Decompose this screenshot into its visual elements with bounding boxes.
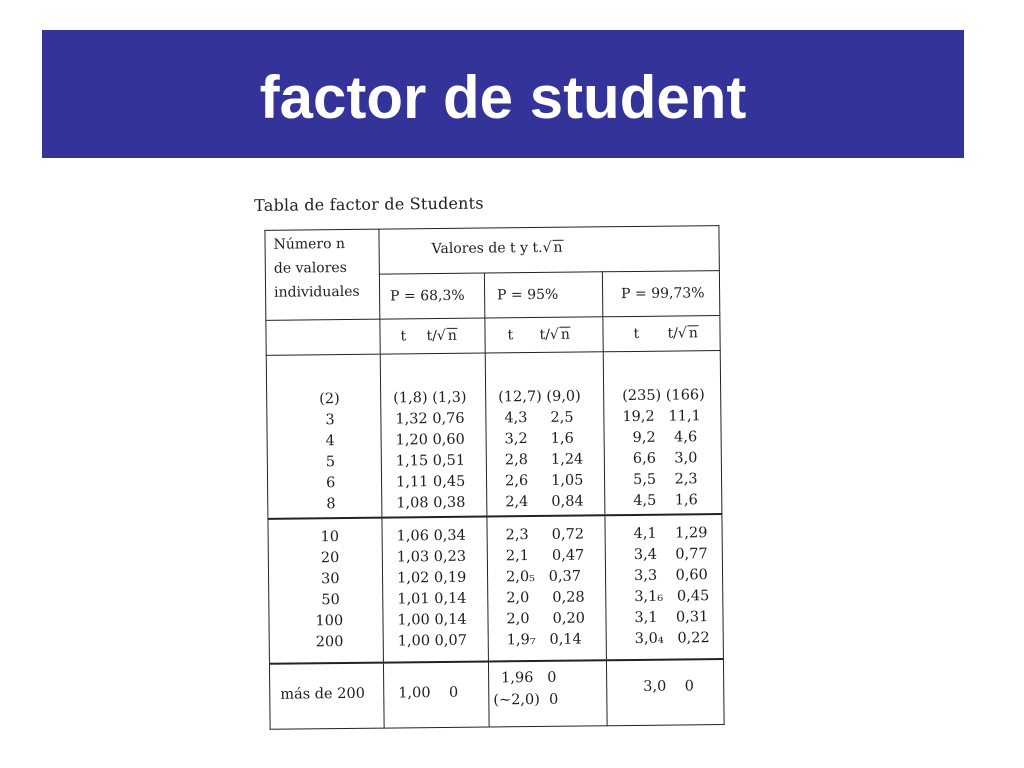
value-pair: 9,2 4,6	[632, 429, 698, 446]
value-pair: 19,2 11,1	[622, 408, 701, 426]
sub-t-over-sqrt-n	[539, 327, 570, 343]
header-n-line-2: de valores	[273, 259, 347, 277]
sub-t: t	[507, 327, 514, 344]
value-pair: 2,3 0,72	[505, 526, 585, 544]
header-sub-p9973	[603, 316, 720, 352]
n-value: 4	[325, 433, 335, 450]
p-level-label: P = 99,73%	[621, 285, 705, 303]
block-c-p9973	[606, 659, 724, 726]
p-level-label: P = 68,3%	[390, 287, 465, 305]
value-pair: 3,4 0,77	[633, 546, 708, 563]
slide-title: factor de student	[259, 64, 747, 131]
value-pair: 2,0₅ 0,37	[505, 568, 582, 586]
scanned-table-figure	[248, 185, 744, 735]
header-sub-p95	[485, 317, 603, 353]
value-pair: (1,8) (1,3)	[393, 389, 467, 407]
n-value: 50	[321, 592, 340, 609]
p-level-label: P = 95%	[497, 286, 559, 304]
value-pair: 1,00 0,14	[397, 611, 467, 629]
n-value: más de 200	[280, 685, 365, 703]
header-sub-empty	[266, 319, 380, 355]
n-value: 5	[325, 454, 336, 471]
value-pair: 1,02 0,19	[396, 569, 467, 587]
value-pair: 1,9₇ 0,14	[506, 631, 582, 649]
table-caption: Tabla de factor de Students	[254, 193, 484, 215]
sub-sqrt-n: n	[688, 325, 698, 342]
block-a-p95	[485, 352, 605, 517]
n-value: 10	[320, 529, 340, 546]
value-pair: 3,2 1,6	[504, 430, 574, 448]
value-pair: (235) (166)	[622, 387, 705, 405]
value-pair: 1,20 0,60	[395, 431, 465, 449]
value-pair: 2,0 0,20	[506, 610, 585, 628]
value-pair: 3,1₆ 0,45	[634, 588, 710, 605]
value-pair: 1,96 0	[501, 669, 557, 687]
value-pair: 1,01 0,14	[397, 590, 467, 608]
header-p95	[484, 272, 602, 318]
value-pair: 3,1 0,31	[634, 609, 709, 626]
header-n-cell	[265, 229, 380, 320]
value-pair: 1,32 0,76	[395, 410, 465, 428]
header-sub-p68	[380, 318, 485, 354]
value-pair: 1,06 0,34	[396, 527, 466, 545]
block-a-p9973	[603, 351, 722, 516]
header-n-line-1: Número n	[273, 235, 346, 253]
block-b-p9973	[605, 514, 724, 660]
sub-t-slash: t/	[426, 328, 437, 345]
n-value: 8	[326, 496, 336, 513]
value-pair: 5,5 2,3	[632, 471, 698, 488]
n-value: 30	[320, 571, 340, 588]
value-pair: 4,5 1,6	[633, 492, 698, 509]
n-value: 100	[315, 613, 344, 630]
header-values-cell	[379, 226, 719, 275]
value-pair: 3,3 0,60	[633, 567, 708, 584]
sub-t: t	[633, 325, 640, 342]
header-values-text: Valores de t y t.	[431, 239, 543, 258]
block-c-p95	[488, 660, 607, 727]
title-banner	[42, 30, 964, 158]
header-n-line-3: individuales	[273, 283, 360, 301]
value-pair: 4,3 2,5	[504, 409, 574, 427]
sqrt-sign-icon: √	[436, 327, 446, 345]
header-p9973	[602, 271, 719, 317]
block-c-p68	[383, 662, 489, 729]
sub-t: t	[400, 328, 407, 345]
value-pair: 4,1 1,29	[633, 525, 708, 542]
value-pair: 1,00 0,07	[397, 632, 468, 650]
value-pair: 2,0 0,28	[506, 589, 585, 607]
value-pair: 6,6 3,0	[632, 450, 698, 467]
sqrt-sign-icon: √	[677, 325, 687, 342]
n-value: 200	[315, 634, 344, 651]
header-values-label	[432, 240, 564, 257]
value-pair: 3,0 0	[643, 678, 695, 695]
student-factor-table	[264, 225, 724, 730]
value-pair: 1,11 0,45	[395, 473, 466, 491]
n-value: (2)	[319, 391, 340, 408]
value-pair: 1,00 0	[398, 684, 459, 702]
sub-t-slash: t/	[667, 325, 678, 342]
value-pair: (12,7) (9,0)	[498, 388, 581, 406]
sub-sqrt-n: n	[447, 327, 457, 344]
value-pair: 1,03 0,23	[396, 548, 467, 566]
sub-sqrt-n: n	[560, 326, 570, 343]
block-c-n	[269, 663, 384, 730]
value-pair: 1,08 0,38	[396, 494, 466, 512]
value-pair: 2,8 1,24	[504, 451, 584, 469]
sub-t-over-sqrt-n	[667, 325, 698, 341]
block-b-n	[268, 518, 384, 664]
sub-t-slash: t/	[539, 326, 550, 343]
n-value: 6	[325, 475, 336, 492]
sub-t-over-sqrt-n	[426, 328, 457, 344]
n-value: 20	[320, 550, 340, 567]
block-b-p68	[382, 517, 489, 663]
header-p68	[379, 273, 484, 319]
value-pair: 1,15 0,51	[395, 452, 466, 470]
n-value: 3	[325, 412, 335, 429]
value-pair: 2,1 0,47	[505, 547, 585, 565]
value-pair: 2,6 1,05	[504, 472, 584, 490]
value-pair: (~2,0) 0	[493, 691, 559, 709]
block-b-p95	[487, 515, 607, 661]
block-a-p68	[380, 353, 487, 518]
value-pair: 2,4 0,84	[505, 493, 584, 511]
value-pair: 3,0₄ 0,22	[634, 630, 710, 647]
sqrt-sign-icon: √	[549, 326, 559, 343]
sqrt-sign-icon: √	[542, 239, 552, 256]
header-values-sqrt-n: n	[553, 239, 563, 256]
block-a-n	[266, 354, 382, 519]
